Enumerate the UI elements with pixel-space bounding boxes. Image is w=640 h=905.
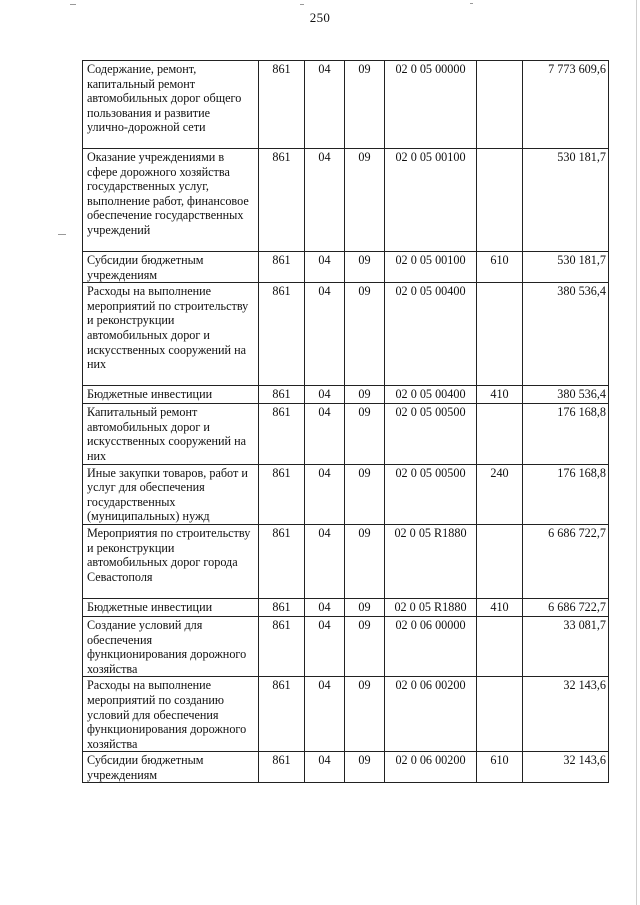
grbs-code: 861	[259, 252, 305, 283]
amount-value: 176 168,8	[523, 404, 609, 464]
expense-name: Расходы на выполнение мероприятий по строительству и реконструкции автомобильных дорог и искусственных сооружений на них	[83, 283, 259, 386]
section-code: 04	[305, 61, 345, 149]
table-row	[83, 404, 609, 464]
section-code: 04	[305, 677, 345, 752]
section-code: 04	[305, 616, 345, 676]
grbs-code: 861	[259, 524, 305, 598]
subsection-code: 09	[345, 149, 385, 252]
scan-mark	[58, 234, 66, 235]
target-article-code: 02 0 05 00100	[385, 252, 477, 283]
table-row	[83, 61, 609, 149]
amount-value: 530 181,7	[523, 252, 609, 283]
expense-type-code	[477, 677, 523, 752]
expense-type-code	[477, 404, 523, 464]
table-row	[83, 283, 609, 386]
section-code: 04	[305, 283, 345, 386]
section-code: 04	[305, 149, 345, 252]
target-article-code: 02 0 06 00200	[385, 677, 477, 752]
amount-value: 6 686 722,7	[523, 524, 609, 598]
table-row	[83, 252, 609, 283]
expense-name: Оказание учреждениями в сфере дорожного хозяйства государственных услуг, выполнение работ, финансовое обеспечение государственных учреждений	[83, 149, 259, 252]
amount-value: 176 168,8	[523, 464, 609, 524]
expense-name: Субсидии бюджетным учреждениям	[83, 252, 259, 283]
target-article-code: 02 0 05 00400	[385, 283, 477, 386]
section-code: 04	[305, 404, 345, 464]
subsection-code: 09	[345, 386, 385, 404]
target-article-code: 02 0 05 00400	[385, 386, 477, 404]
expense-name: Содержание, ремонт, капитальный ремонт автомобильных дорог общего пользования и развитие улично-дорожной сети	[83, 61, 259, 149]
grbs-code: 861	[259, 677, 305, 752]
subsection-code: 09	[345, 283, 385, 386]
scan-mark	[470, 3, 473, 4]
page-number: 250	[309, 10, 331, 25]
section-code: 04	[305, 464, 345, 524]
expense-type-code	[477, 524, 523, 598]
subsection-code: 09	[345, 616, 385, 676]
expense-name: Мероприятия по строительству и реконструкции автомобильных дорог города Севастополя	[83, 524, 259, 598]
subsection-code: 09	[345, 524, 385, 598]
expense-type-code: 410	[477, 386, 523, 404]
expense-name: Создание условий для обеспечения функционирования дорожного хозяйства	[83, 616, 259, 676]
section-code: 04	[305, 598, 345, 616]
expense-type-code	[477, 149, 523, 252]
table-row	[83, 464, 609, 524]
expense-type-code: 610	[477, 752, 523, 783]
expense-name: Капитальный ремонт автомобильных дорог и искусственных сооружений на них	[83, 404, 259, 464]
amount-value: 32 143,6	[523, 677, 609, 752]
target-article-code: 02 0 05 00500	[385, 464, 477, 524]
amount-value: 32 143,6	[523, 752, 609, 783]
amount-value: 530 181,7	[523, 149, 609, 252]
amount-value: 380 536,4	[523, 386, 609, 404]
expense-type-code: 610	[477, 252, 523, 283]
grbs-code: 861	[259, 464, 305, 524]
target-article-code: 02 0 05 00000	[385, 61, 477, 149]
expense-name: Бюджетные инвестиции	[83, 598, 259, 616]
expense-name: Иные закупки товаров, работ и услуг для обеспечения государственных (муниципальных) нужд	[83, 464, 259, 524]
expense-type-code: 240	[477, 464, 523, 524]
grbs-code: 861	[259, 404, 305, 464]
target-article-code: 02 0 05 00100	[385, 149, 477, 252]
grbs-code: 861	[259, 61, 305, 149]
grbs-code: 861	[259, 386, 305, 404]
expense-type-code: 410	[477, 598, 523, 616]
table-row	[83, 752, 609, 783]
table-row	[83, 598, 609, 616]
expense-type-code	[477, 616, 523, 676]
amount-value: 380 536,4	[523, 283, 609, 386]
expense-name: Бюджетные инвестиции	[83, 386, 259, 404]
target-article-code: 02 0 05 R1880	[385, 524, 477, 598]
subsection-code: 09	[345, 252, 385, 283]
table-row	[83, 616, 609, 676]
expense-name: Расходы на выполнение мероприятий по созданию условий для обеспечения функционирования дорожного хозяйства	[83, 677, 259, 752]
amount-value: 7 773 609,6	[523, 61, 609, 149]
scan-edge	[636, 0, 637, 905]
section-code: 04	[305, 386, 345, 404]
grbs-code: 861	[259, 598, 305, 616]
scan-mark	[70, 4, 76, 5]
grbs-code: 861	[259, 283, 305, 386]
subsection-code: 09	[345, 677, 385, 752]
subsection-code: 09	[345, 61, 385, 149]
budget-table-wrapper	[82, 60, 608, 783]
amount-value: 6 686 722,7	[523, 598, 609, 616]
subsection-code: 09	[345, 752, 385, 783]
table-row	[83, 386, 609, 404]
subsection-code: 09	[345, 598, 385, 616]
section-code: 04	[305, 524, 345, 598]
grbs-code: 861	[259, 149, 305, 252]
section-code: 04	[305, 752, 345, 783]
table-row	[83, 149, 609, 252]
expense-type-code	[477, 283, 523, 386]
subsection-code: 09	[345, 404, 385, 464]
table-row	[83, 524, 609, 598]
grbs-code: 861	[259, 752, 305, 783]
budget-table	[82, 60, 609, 783]
target-article-code: 02 0 05 00500	[385, 404, 477, 464]
scan-mark	[300, 4, 304, 5]
grbs-code: 861	[259, 616, 305, 676]
subsection-code: 09	[345, 464, 385, 524]
target-article-code: 02 0 06 00000	[385, 616, 477, 676]
expense-type-code	[477, 61, 523, 149]
table-row	[83, 677, 609, 752]
section-code: 04	[305, 252, 345, 283]
target-article-code: 02 0 06 00200	[385, 752, 477, 783]
amount-value: 33 081,7	[523, 616, 609, 676]
target-article-code: 02 0 05 R1880	[385, 598, 477, 616]
expense-name: Субсидии бюджетным учреждениям	[83, 752, 259, 783]
